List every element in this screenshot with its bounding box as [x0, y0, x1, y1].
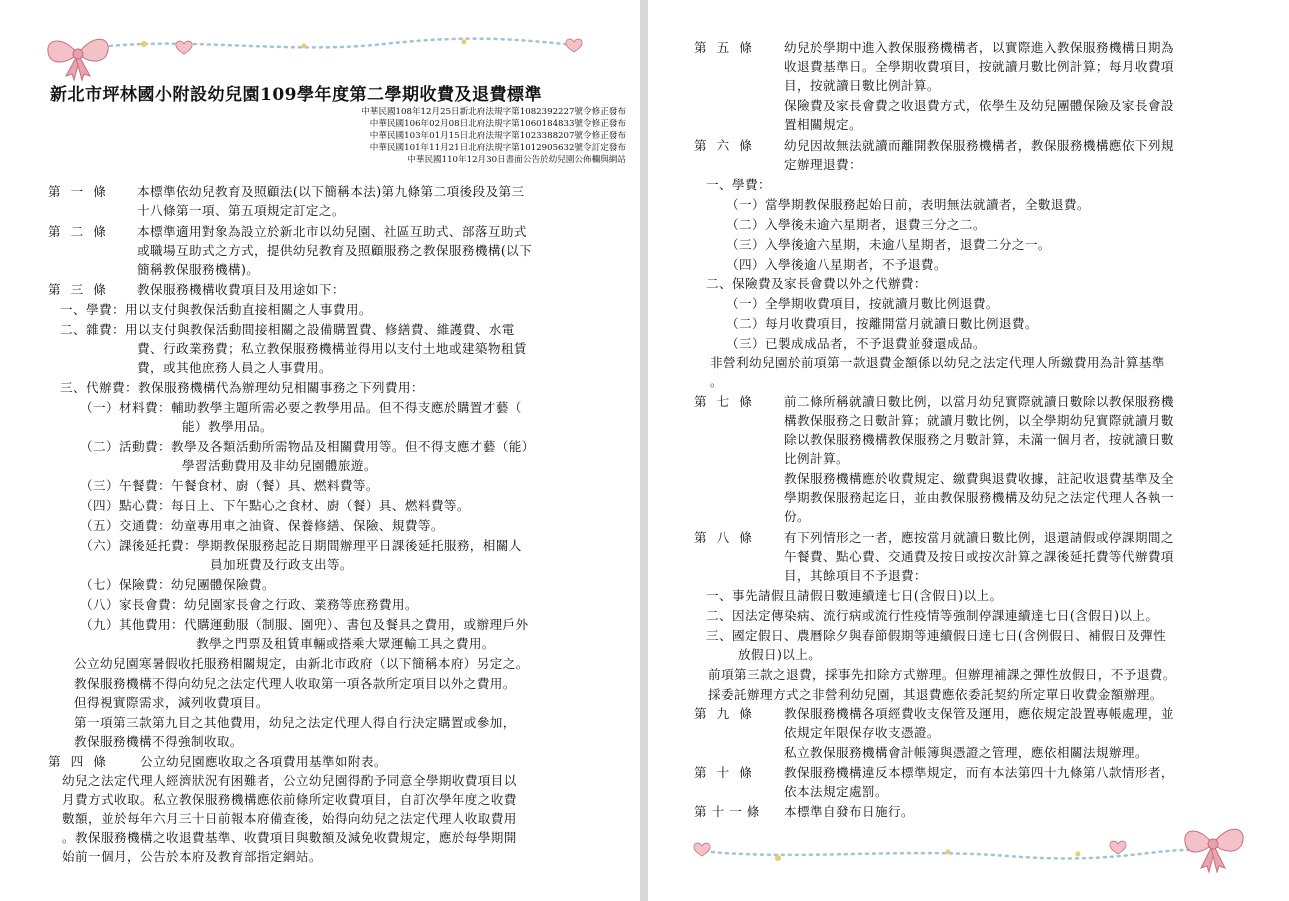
article-6-text: 幼兒因故無法就讀而離開教保服務機構者，教保服務機構應依下列規 — [784, 138, 1174, 153]
article-9-text: 教保服務機構各項經費收支保管及運用，應依規定設置專帳處理，並 — [784, 706, 1174, 721]
ribbon-border-top-left — [44, 32, 604, 82]
article-7-label: 第七條 — [694, 394, 762, 409]
article-3-subitem: （五）交通費：幼童專用車之油資、保養修繕、保險、規費等。 — [80, 518, 444, 533]
article-3-subitem: （四）點心費：每日上、下午點心之食材、廚（餐）具、燃料費等。 — [80, 498, 470, 513]
publication-line: 中華民國101年11月21日北府法規字第1012905632號令訂定發布 — [369, 143, 626, 153]
star-dot-icon — [141, 41, 147, 47]
article-7-text: 除以教保服務機構教保服務之月數計算，未滿一個月者，按就讀日數 — [784, 432, 1174, 447]
article-3-subitem: （七）保險費：幼兒團體保險費。 — [80, 577, 275, 592]
article-2-label: 第二條 — [48, 224, 116, 239]
article-4-label: 第四條 — [48, 754, 116, 769]
star-dot-icon — [946, 850, 951, 855]
article-6-item: 一、學費： — [706, 177, 771, 192]
article-1-label: 第一條 — [48, 184, 116, 199]
heart-icon — [1110, 841, 1126, 854]
publication-line: 中華民國108年12月25日新北府法規字第1082392227號令修正發布 — [361, 107, 626, 117]
article-3-subitem: （二）活動費：教學及各類活動所需物品及相關費用等。但不得支應才藝（能） — [80, 439, 535, 454]
article-8-paragraph: 前項第三款之退費，採事先扣除方式辦理。但辦理補課之彈性放假日，不予退費。 — [708, 667, 1176, 682]
article-8-item: 放假日)以上。 — [738, 647, 822, 662]
article-3-item: 三、代辦費：教保服務機構代為辦理幼兒相關事務之下列費用： — [60, 380, 424, 395]
article-7-text: 前二條所稱就讀日數比例，以當月幼兒實際就讀日數除以教保服務機 — [784, 394, 1174, 409]
article-3-item: 費，或其他庶務人員之人事費用。 — [137, 360, 332, 375]
article-4-text: 數額，並於每年六月三十日前報本府備查後，始得向幼兒之法定代理人收取費用 — [62, 811, 517, 826]
article-3-subitem: 教學之門票及租賃車輛或搭乘大眾運輸工具之費用。 — [196, 636, 495, 651]
article-6-subitem: （一）當學期教保服務起始日前，表明無法就讀者，全數退費。 — [726, 197, 1090, 212]
article-3-subitem: 學習活動費用及非幼兒園體旅遊。 — [182, 458, 377, 473]
article-8-text: 午餐費、點心費、交通費及按日或按次計算之課後延托費等代辦費項 — [784, 549, 1174, 564]
article-3-paragraph: 但得視實際需求，減列收費項目。 — [74, 695, 269, 710]
star-dot-icon — [1076, 852, 1081, 857]
article-9-label: 第九條 — [694, 706, 762, 721]
article-6-text: 定辦理退費： — [784, 157, 862, 172]
star-dot-icon — [462, 40, 467, 45]
article-8-label: 第八條 — [694, 530, 762, 545]
ribbon-border-bottom-right — [688, 820, 1248, 876]
publication-line: 中華民國103年01月15日北府法規字第1023388207號令修正發布 — [369, 131, 626, 141]
left-page — [0, 0, 640, 901]
article-6-paragraph: 。 — [710, 374, 723, 389]
article-3-paragraph: 第一項第三款第九目之其他費用，幼兒之法定代理人得自行決定購置或參加， — [74, 715, 516, 730]
article-1-text: 十八條第一項、第五項規定訂定之。 — [137, 203, 345, 218]
heart-icon — [566, 39, 582, 52]
article-7-text: 構教保服務之日數計算；就讀月數比例，以全學期幼兒實際就讀月數 — [784, 413, 1174, 428]
article-6-subitem: （二）入學後未逾六星期者，退費三分之二。 — [726, 217, 986, 232]
article-3-subitem: 能）教學用品。 — [182, 419, 273, 434]
article-10-label: 第十條 — [694, 765, 762, 780]
article-3-item: 二、雜費：用以支付與教保活動間接相關之設備購置費、修繕費、維護費、水電 — [60, 322, 515, 337]
article-7-text: 份。 — [784, 509, 810, 524]
bow-icon — [1185, 829, 1243, 872]
publication-line: 中華民國110年12月30日書面公告於幼兒園公佈欄與網站 — [407, 155, 626, 165]
article-11-label: 第十一條 — [694, 804, 765, 819]
article-6-item: 二、保險費及家長會費以外之代辦費： — [706, 276, 927, 291]
article-2-text: 簡稱教保服務機構)。 — [137, 262, 260, 277]
star-dot-icon — [302, 44, 307, 49]
article-4-text: 月費方式收取。私立教保服務機構應依前條所定收費項目，自訂次學年度之收費 — [62, 792, 517, 807]
article-3-paragraph: 教保服務機構不得強制收取。 — [74, 734, 243, 749]
article-3-subitem: （三）午餐費：午餐食材、廚（餐）具、燃料費等。 — [80, 478, 379, 493]
article-4-text: 。教保服務機構之收退費基準、收費項目與數額及減免收費規定，應於每學期開 — [62, 830, 517, 845]
article-6-paragraph: 非營利幼兒園於前項第一款退費金額係以幼兒之法定代理人所繳費用為計算基準 — [710, 355, 1165, 370]
article-3-subitem: （八）家長會費：幼兒園家長會之行政、業務等庶務費用。 — [80, 597, 418, 612]
article-5-text: 置相關規定。 — [784, 117, 862, 132]
right-page — [648, 0, 1289, 901]
heart-icon — [176, 41, 192, 54]
article-11-text: 本標準自發布日施行。 — [784, 804, 914, 819]
article-3-item: 費、行政業務費；私立教保服務機構並得用以支付土地或建築物租賃 — [137, 341, 527, 356]
article-10-text: 依本法規定處罰。 — [784, 784, 888, 799]
article-8-item: 三、國定假日、農曆除夕與春節假期等連續假日達七日(含例假日、補假日及彈性 — [706, 628, 1167, 643]
article-5-text: 收退費基準日。全學期收費項目，按就讀月數比例計算；每月收費項 — [784, 59, 1174, 74]
article-5-text: 幼兒於學期中進入教保服務機構者，以實際進入教保服務機構日期為 — [784, 40, 1174, 55]
publication-line: 中華民國106年02月08日北府法規字第1060184833號令修正發布 — [369, 119, 626, 129]
article-7-text: 比例計算。 — [784, 451, 849, 466]
article-4-text: 公立幼兒園應收取之各項費用基準如附表。 — [140, 754, 387, 769]
article-8-item: 二、因法定傳染病、流行病或流行性疫情等強制停課連續達七日(含假日)以上。 — [706, 608, 1159, 623]
article-7-text: 學期教保服務起迄日，並由教保服務機構及幼兒之法定代理人各執一 — [784, 490, 1174, 505]
article-6-subitem: （四）入學後逾八星期者，不予退費。 — [726, 257, 947, 272]
article-6-subitem: （三）入學後逾六星期，未逾八星期者，退費二分之一。 — [726, 237, 1051, 252]
article-3-label: 第三條 — [48, 282, 116, 297]
article-10-text: 教保服務機構違反本標準規定，而有本法第四十九條第八款情形者， — [784, 765, 1174, 780]
article-3-item: 一、學費：用以支付與教保活動直接相關之人事費用。 — [60, 302, 372, 317]
article-9-text: 私立教保服務機構會計帳簿與憑證之管理，應依相關法規辦理。 — [784, 745, 1148, 760]
article-5-text: 保險費及家長會費之收退費方式，依學生及幼兒團體保險及家長會設 — [784, 98, 1174, 113]
article-7-text: 教保服務機構應於收費規定、繳費與退費收據，註記收退費基準及全 — [784, 471, 1174, 486]
article-2-text: 本標準適用對象為設立於新北市以幼兒園、社區互助式、部落互助式 — [137, 224, 527, 239]
article-3-subitem: 員加班費及行政支出等。 — [210, 557, 353, 572]
article-5-label: 第五條 — [694, 40, 762, 55]
article-3-paragraph: 公立幼兒園寒暑假收托服務相關規定，由新北市政府（以下簡稱本府）另定之。 — [74, 656, 529, 671]
star-dot-icon — [775, 855, 781, 861]
article-6-subitem: （三）已製成成品者，不予退費並發還成品。 — [726, 336, 986, 351]
article-3-subitem: （六）課後延托費：學期教保服務起訖日期間辦理平日課後延托服務，相關人 — [80, 538, 522, 553]
article-3-subitem: （九）其他費用：代購運動服（制服、園兜）、書包及餐具之費用，或辦理戶外 — [80, 617, 529, 632]
article-6-subitem: （二）每月收費項目，按離開當月就讀日數比例退費。 — [726, 316, 1038, 331]
article-5-text: 目，按就讀日數比例計算。 — [784, 78, 940, 93]
article-3-text: 教保服務機構收費項目及用途如下： — [137, 282, 345, 297]
article-8-paragraph: 採委託辦理方式之非營利幼兒園，其退費應依委託契約所定單日收費金額辦理。 — [708, 687, 1163, 702]
article-6-subitem: （一）全學期收費項目，按就讀月數比例退費。 — [726, 296, 999, 311]
article-8-text: 有下列情形之一者，應按當月就讀日數比例，退還請假或停課期間之 — [784, 530, 1174, 545]
article-9-text: 依規定年限保存收支憑證。 — [784, 725, 940, 740]
article-1-text: 本標準依幼兒教育及照顧法(以下簡稱本法)第九條第二項後段及第三 — [137, 184, 525, 199]
heart-icon — [694, 843, 710, 856]
article-6-label: 第六條 — [694, 138, 762, 153]
article-8-text: 目，其餘項目不予退費： — [784, 568, 927, 583]
article-3-subitem: （一）材料費：輔助教學主題所需必要之教學用品。但不得支應於購置才藝（ — [80, 400, 522, 415]
article-4-text: 始前一個月，公告於本府及教育部指定網站。 — [62, 849, 322, 864]
article-8-item: 一、事先請假且請假日數連續達七日(含假日)以上。 — [706, 588, 1003, 603]
bow-icon — [48, 39, 108, 80]
article-4-text: 幼兒之法定代理人經濟狀況有困難者，公立幼兒園得酌予同意全學期收費項目以 — [62, 773, 517, 788]
document-title: 新北市坪林國小附設幼兒園109學年度第二學期收費及退費標準 — [50, 85, 542, 105]
article-2-text: 或職場互助式之方式，提供幼兒教育及照顧服務之教保服務機構(以下 — [137, 243, 533, 258]
article-3-paragraph: 教保服務機構不得向幼兒之法定代理人收取第一項各款所定項目以外之費用。 — [74, 676, 516, 691]
